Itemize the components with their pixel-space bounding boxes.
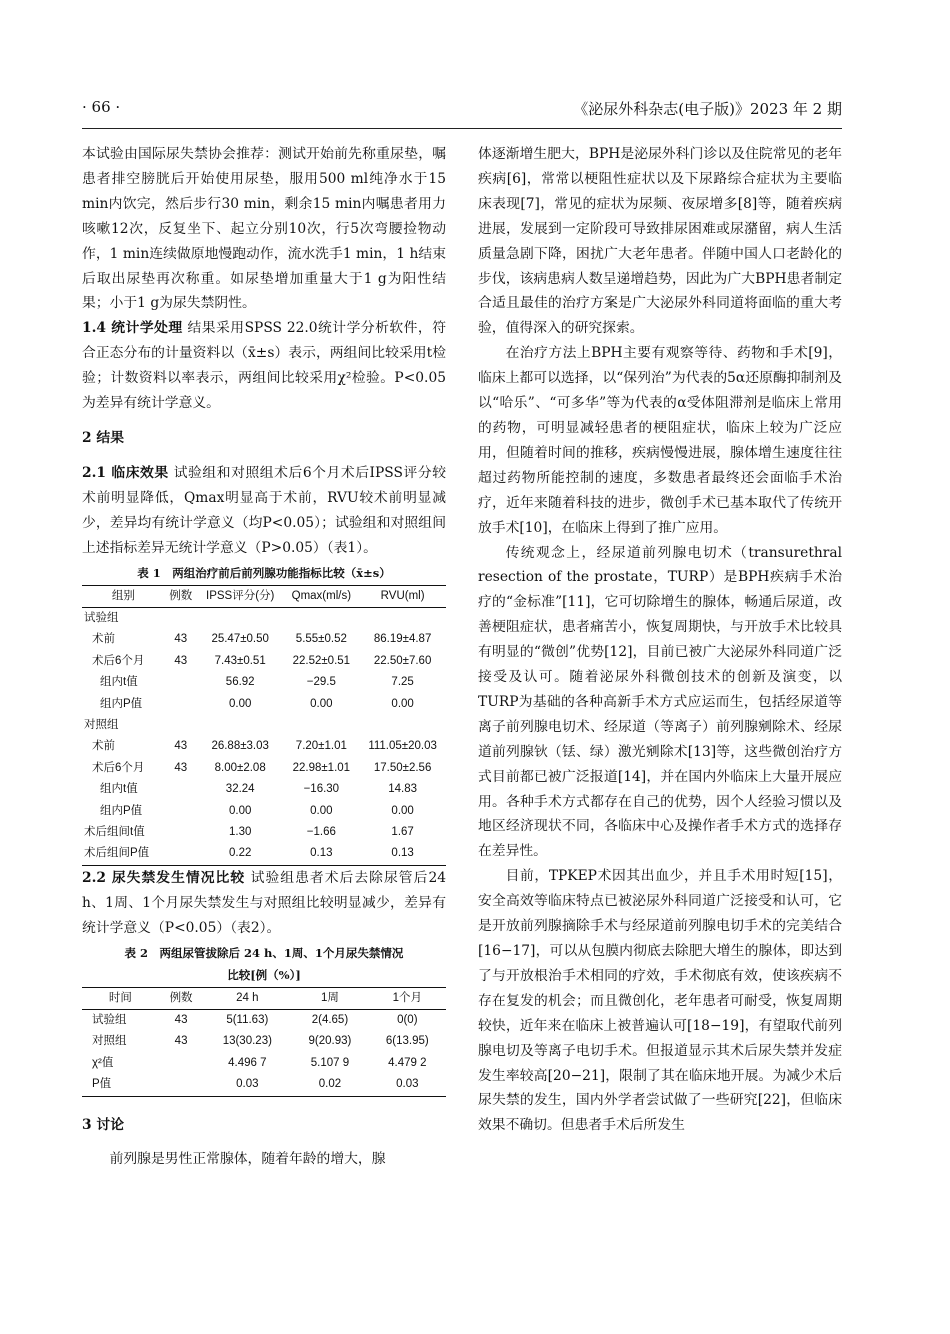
table-row-label: 组内t值 [100, 676, 138, 689]
table-row [82, 629, 446, 650]
table-cell: 0(0) [397, 1013, 418, 1026]
table-cell: 43 [174, 1035, 188, 1048]
section-1-4-title: 1.4 统计学处理 [82, 320, 183, 337]
table-cell: 25.47±0.50 [211, 633, 269, 646]
table-cell [197, 607, 284, 629]
table-cell [165, 607, 197, 629]
table-cell: 111.05±20.03 [368, 740, 437, 753]
table-cell [283, 715, 359, 736]
table-2-header-cell: 例数 [159, 987, 204, 1009]
table-1-header-cell: RVU(ml) [359, 585, 446, 607]
table-2-caption-line1: 表 2 两组尿管拔除后 24 h、1周、1个月尿失禁情况 [124, 945, 404, 960]
table-cell: 4.496 7 [228, 1056, 267, 1069]
table-cell [165, 801, 197, 822]
table-row-label: 术后组间t值 [84, 825, 145, 838]
table-row [82, 822, 446, 843]
table-cell: 6(13.95) [385, 1035, 429, 1048]
discussion-paragraph-2: 体逐渐增生肥大，BPH是泌尿外科门诊以及住院常见的老年疾病[6]，常常以梗阻性症状以及下尿路综合症状为主要临床表现[7]，常见的症状为尿频、夜尿增多[8]等，随着疾病进展，发展到一定阶段可导致排尿困难或尿潴留，病人生活质量急剧下降，困扰广大老年患者。伴随中国人口老龄化的步伐，该病患病人数呈递增趋势，因此为广大BPH患者制定合适且最佳的治疗方案是广大泌尿外科同道将面临的重大考验，值得深入的研究探索。 [478, 146, 842, 337]
table-cell: 0.00 [391, 697, 414, 710]
left-column [82, 142, 446, 1172]
table-cell: 0.13 [283, 843, 359, 865]
table-row [82, 672, 446, 693]
right-column [478, 142, 842, 1138]
table-cell [159, 1074, 204, 1096]
table-row-label: 组内P值 [100, 804, 143, 817]
table-cell [165, 779, 197, 800]
table-cell: 13(30.23) [222, 1035, 272, 1048]
table-row [82, 1031, 446, 1052]
table-row-label: 对照组 [84, 718, 119, 731]
table-cell: 22.98±1.01 [292, 761, 351, 774]
paragraph-test-method: 本试验由国际尿失禁协会推荐：测试开始前先称重尿垫，嘱患者排空膀胱后开始使用尿垫，服用500 ml纯净水于15 min内饮完，然后步行30 min，剩余15 min内嘱患者用力咳嗽12次，反复坐下、起立分别10次，行5次弯腰捡物动作，1 min连续做原地慢跑动作，流水洗手1 min，1 h结束后取出尿垫再次称重。如尿垫增加重量大于1 g为阳性结果；小于1 g为尿失禁阴性。 [82, 146, 446, 312]
table-cell: 2(4.65) [311, 1013, 349, 1026]
table-row-label: P值 [82, 1074, 159, 1096]
discussion-paragraph-1: 前列腺是男性正常腺体，随着年龄的增大，腺 [109, 1151, 386, 1168]
journal-title: 《泌尿外科杂志(电子版)》2023 年 2 期 [573, 100, 842, 118]
section-2-title: 2 结果 [82, 429, 124, 446]
table-cell: 7.20±1.01 [295, 740, 347, 753]
table-row-label: 试验组 [84, 611, 119, 624]
table-2-header-cell: 时间 [82, 987, 159, 1009]
table-cell: 43 [174, 633, 188, 646]
table-2-body [82, 1009, 446, 1096]
table-cell: 56.92 [225, 676, 255, 689]
table-row [82, 801, 446, 822]
table-1-header-cell: IPSS评分(分) [197, 585, 284, 607]
table-row [82, 779, 446, 800]
table-cell: 1.67 [391, 825, 414, 838]
table-cell: −16.30 [303, 783, 340, 796]
section-2-1-text: 试验组和对照组术后6个月术后IPSS评分较术前明显降低，Qmax明显高于术前，RVU较术前明显减少，差异均有统计学意义（均P<0.05）；试验组和对照组间上述指标差异无统计学意义（P>0.05）（表1）。 [82, 464, 447, 556]
section-2-2 [82, 866, 446, 941]
table-row-label: 组内t值 [100, 783, 138, 796]
table-cell [165, 715, 197, 736]
table-cell [165, 694, 197, 715]
table-cell [165, 672, 197, 693]
table-cell: 5(11.63) [226, 1013, 269, 1026]
table-cell: 17.50±2.56 [373, 761, 432, 774]
table-cell: 4.479 2 [388, 1056, 427, 1069]
table-cell: 22.52±0.51 [292, 654, 351, 667]
table-1-header-cell: 例数 [165, 585, 197, 607]
table-row [82, 1074, 446, 1096]
discussion-paragraph-3: 在治疗方法上BPH主要有观察等待、药物和手术[9]，临床上都可以选择，以“保列治”为代表的5α还原酶抑制剂及以“哈乐”、“可多华”等为代表的α受体阻滞剂是临床上常用的药物，可明显减轻患者的梗阻症状，临床上较为广泛应用，但随着时间的推移，疾病慢慢进展，腺体增生速度往往超过药物所能控制的速度，多数患者最终还会面临手术治疗，近年来随着科技的进步，微创手术已基本取代了传统开放手术[10]，在临床上得到了推广应用。 [478, 345, 842, 536]
table-cell: 0.03 [203, 1074, 291, 1096]
table-2-header-cell: 1周 [291, 987, 368, 1009]
table-1-header-cell: Qmax(ml/s) [283, 585, 359, 607]
table-1-header-row [82, 585, 446, 607]
table-row-label: 组内P值 [100, 697, 143, 710]
table-cell: 86.19±4.87 [373, 633, 432, 646]
section-2-1-title: 2.1 临床效果 [82, 464, 169, 481]
header-rule [82, 128, 842, 129]
table-cell: 1.30 [228, 825, 252, 838]
table-row [82, 651, 446, 672]
table-1-header-cell: 组别 [82, 585, 165, 607]
table-cell [359, 607, 446, 629]
table-1-caption: 表 1 两组治疗前后前列腺功能指标比较（x̄±s） [137, 565, 391, 580]
table-2-header-cell: 24 h [203, 987, 291, 1009]
table-row [82, 736, 446, 757]
table-cell: 0.00 [310, 804, 333, 817]
section-2-1 [82, 461, 446, 561]
table-cell: 0.00 [228, 697, 252, 710]
section-1-4-text: 结果采用SPSS 22.0统计学分析软件，符合正态分布的计量资料以（x̄±s）表示，两组间比较采用t检验；计数资料以率表示，两组间比较采用χ²检验。P<0.05为差异有统计学意义。 [82, 320, 446, 412]
table-cell: −29.5 [306, 676, 336, 689]
table-cell [283, 607, 359, 629]
table-cell: 26.88±3.03 [211, 740, 269, 753]
table-cell: 0.00 [228, 804, 252, 817]
section-2-2-title: 2.2 尿失禁发生情况比较 [82, 869, 246, 886]
section-2-2-text: 试验组患者术后去除尿管后24 h、1周、1个月尿失禁发生与对照组比较明显减少，差异有统计学意义（P<0.05）（表2）。 [82, 869, 447, 936]
table-row-label: 术前 [92, 740, 115, 753]
table-cell: 5.107 9 [310, 1056, 350, 1069]
table-2 [82, 987, 446, 1097]
table-cell [165, 843, 197, 865]
table-cell: 9(20.93) [308, 1035, 352, 1048]
section-3-title: 3 讨论 [82, 1116, 124, 1133]
table-row-label: 术前 [92, 633, 115, 646]
table-cell: 43 [174, 740, 188, 753]
table-cell: 32.24 [225, 783, 255, 796]
table-cell [165, 822, 197, 843]
table-row-label: 术后6个月 [92, 761, 145, 774]
table-cell: 43 [174, 761, 188, 774]
table-row [82, 843, 446, 865]
table-cell: 0.02 [291, 1074, 368, 1096]
table-cell: 5.55±0.52 [295, 633, 347, 646]
table-cell: 0.00 [391, 804, 414, 817]
table-cell: 0.22 [197, 843, 284, 865]
table-cell: 0.13 [359, 843, 446, 865]
table-row-label: 对照组 [92, 1035, 127, 1048]
table-1-body [82, 607, 446, 865]
table-row [82, 1009, 446, 1031]
table-row-label: 术后6个月 [92, 654, 145, 667]
table-row [82, 758, 446, 779]
table-cell [359, 715, 446, 736]
table-row [82, 694, 446, 715]
table-cell: 22.50±7.60 [373, 654, 432, 667]
page-number: · 66 · [82, 98, 121, 116]
table-cell: 8.00±2.08 [214, 761, 266, 774]
discussion-paragraph-5: 目前，TPKEP术因其出血少，并且手术用时短[15]，安全高效等临床特点已被泌尿外科同道广泛接受和认可，它是开放前列腺摘除手术与经尿道前列腺电切手术的完美结合[16−17]，可以从包膜内彻底去除肥大增生的腺体，即达到了与开放根治手术相同的疗效，手术彻底有效，使该疾病不存在复发的机会；而且微创化，老年患者可耐受，恢复周期较快，近年来在临床上被普遍认可[18−19]，有望取代前列腺电切及等离子电切手术。但报道显示其术后尿失禁并发症发生率较高[20−21]，限制了其在临床地开展。为减少术后尿失禁的发生，国内外学者尝试做了一些研究[22]，但临床效果不确切。但患者手术后所发生 [478, 868, 842, 1134]
table-cell: 7.43±0.51 [214, 654, 266, 667]
table-cell: 14.83 [388, 783, 417, 796]
table-2-header-row [82, 987, 446, 1009]
table-1 [82, 585, 446, 866]
table-cell [159, 1053, 204, 1074]
table-2-header-cell: 1个月 [369, 987, 446, 1009]
table-cell: 43 [174, 1013, 188, 1026]
table-cell: 43 [174, 654, 188, 667]
table-cell: 0.00 [310, 697, 333, 710]
table-row [82, 715, 446, 736]
discussion-paragraph-4: 传统观念上，经尿道前列腺电切术（transurethral resection of the prostate，TURP）是BPH疾病手术治疗的“金标准”[11]，它可切除增生的腺体，畅通后尿道，改善梗阻症状，患者痛苦小，恢复周期快，与开放手术比较具有明显的“微创”优势[12]，目前已被广大泌尿外科同道广泛接受及认可。随着泌尿外科微创技术的创新及演变，以TURP为基础的各种高新手术方式应运而生，包括经尿道等离子前列腺电切术、经尿道（等离子）前列腺剜除术、经尿道前列腺钬（铥、绿）激光剜除术[13]等，这些微创治疗方式目前都已被广泛报道[14]，并在国内外临床上大量开展应用。各种手术方式都存在自己的优势，因个人经验习惯以及地区经济现状不同，各临床中心及操作者手术方式的选择存在差异性。 [478, 544, 842, 860]
table-row-label: 试验组 [92, 1013, 127, 1026]
table-row [82, 1053, 446, 1074]
table-row-label: χ²值 [92, 1056, 114, 1069]
table-2-caption-line2: 比较[例（%）] [227, 967, 301, 982]
table-cell: −1.66 [306, 825, 336, 838]
section-1-4 [82, 316, 446, 416]
table-cell: 0.03 [369, 1074, 446, 1096]
table-row-label: 术后组间P值 [82, 843, 165, 865]
table-cell: 7.25 [391, 676, 414, 689]
table-cell [197, 715, 284, 736]
table-row [82, 607, 446, 629]
